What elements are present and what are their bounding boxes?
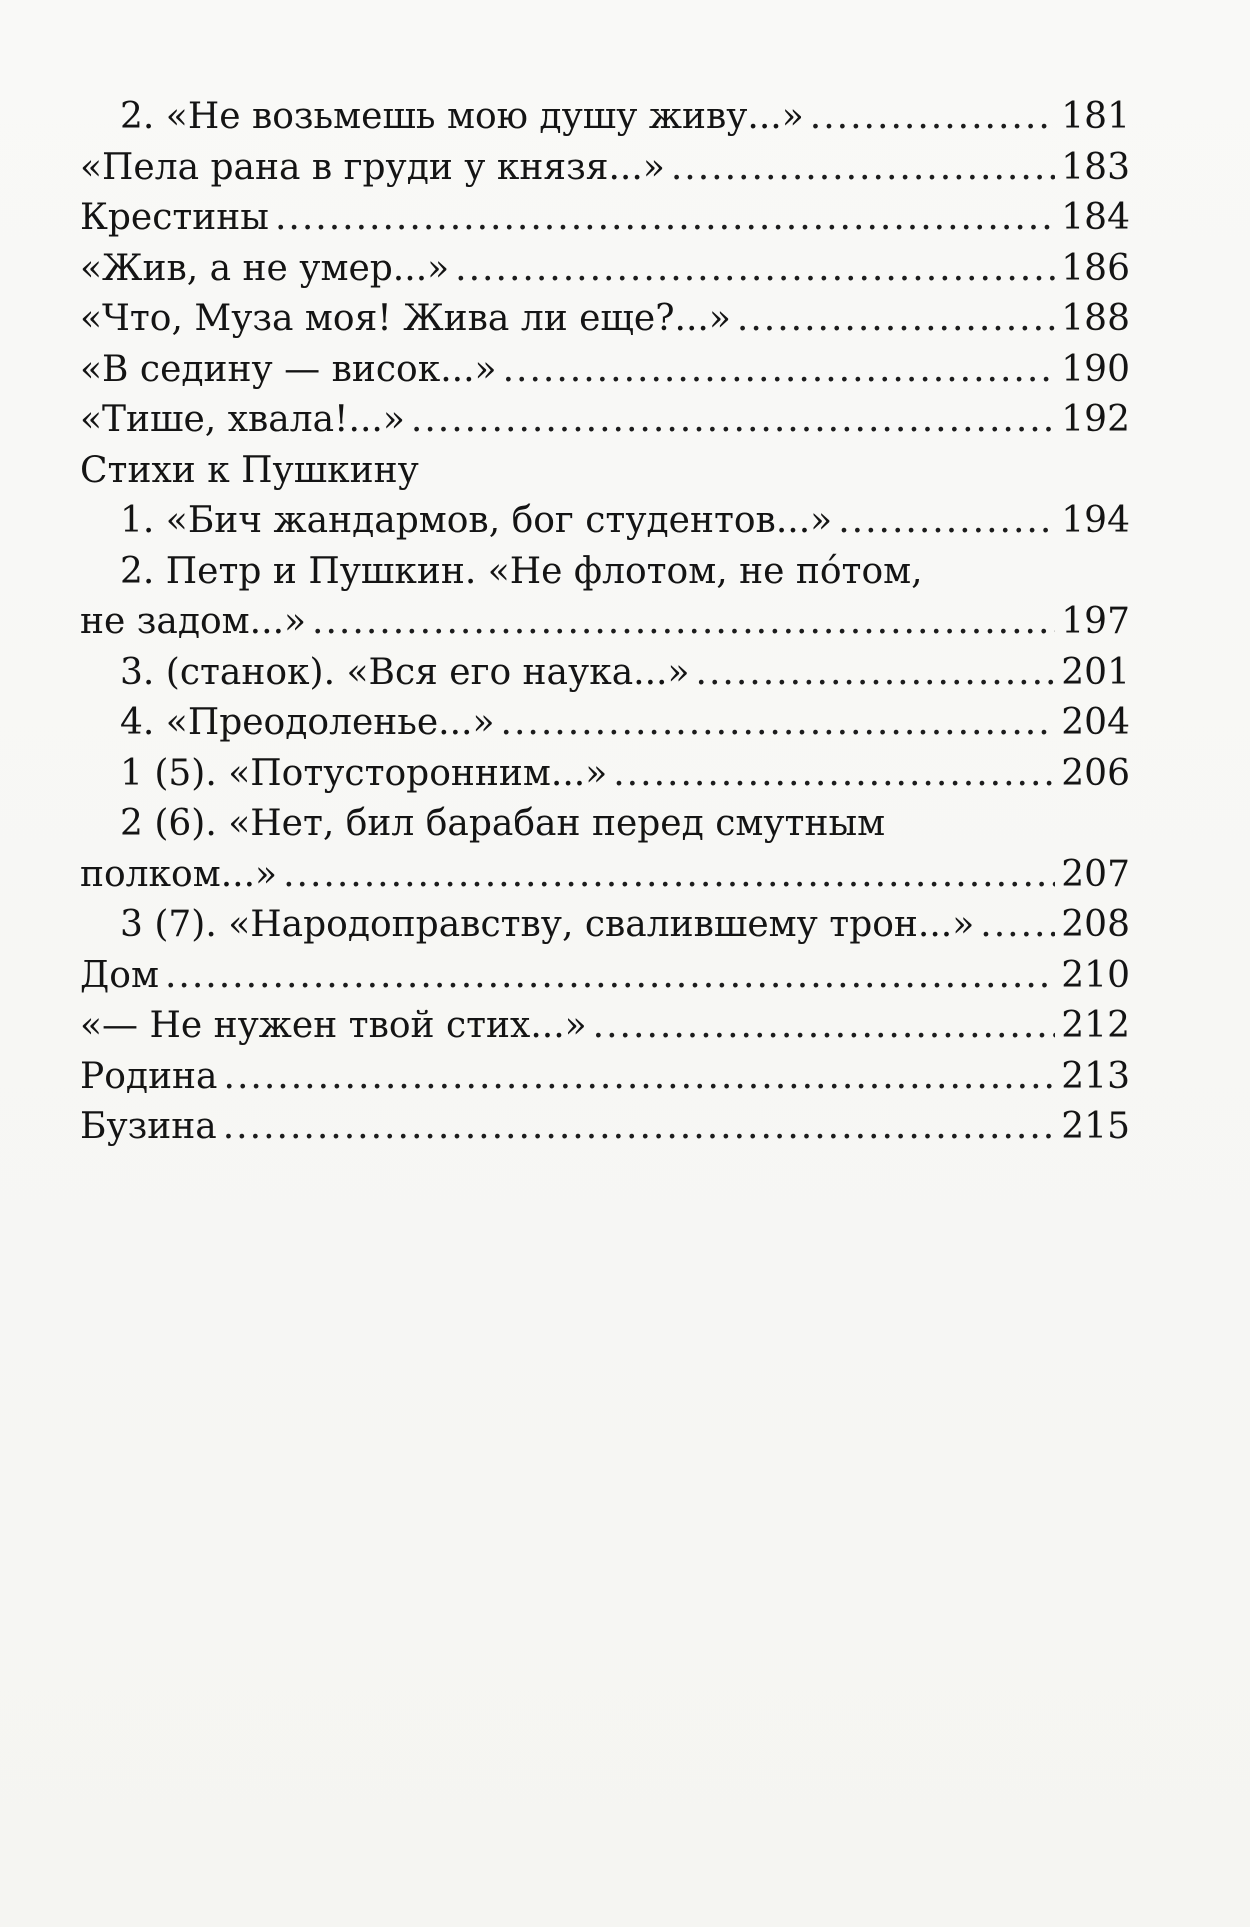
toc-dot-leader (223, 1102, 1056, 1153)
toc-page-number: 186 (1061, 247, 1130, 289)
toc-page-number: 184 (1061, 197, 1130, 238)
toc-entry-title: полком...» (80, 853, 278, 895)
toc-entry-title: 2. Петр и Пушкин. «Не флотом, не по́том, (120, 550, 923, 592)
toc-entry-title: 1 (5). «Потусторонним...» (120, 752, 608, 794)
toc-entry (80, 547, 1130, 598)
toc-entry-title: Родина (80, 1055, 218, 1097)
toc-entry-title: «В седину — висок...» (80, 348, 497, 390)
toc-entry-title: «Что, Муза моя! Жива ли еще?...» (80, 298, 731, 339)
toc-dot-leader (696, 648, 1056, 699)
toc-entry-title: Стихи к Пушкину (80, 449, 419, 491)
toc-entry (80, 597, 1130, 648)
toc-dot-leader (613, 749, 1055, 800)
toc-entry (80, 496, 1130, 547)
toc-page-number: 213 (1061, 1055, 1130, 1097)
toc-page-number: 192 (1061, 399, 1130, 440)
toc-dot-leader (980, 900, 1055, 951)
toc-entry (80, 345, 1130, 396)
toc-entry (80, 193, 1130, 244)
toc-entry-title: Дом (80, 954, 159, 996)
toc-entry-title: 1. «Бич жандармов, бог студентов...» (120, 500, 833, 541)
toc-entry (80, 850, 1130, 901)
toc-dot-leader (224, 1052, 1056, 1103)
toc-dot-leader (838, 496, 1055, 547)
toc-entry (80, 900, 1130, 951)
toc-page-number: 212 (1061, 1005, 1130, 1046)
toc-dot-leader (283, 850, 1055, 901)
toc-page-number: 188 (1061, 298, 1130, 339)
toc-entry (80, 92, 1130, 143)
toc-page-number: 201 (1061, 651, 1130, 693)
toc-page-number: 183 (1061, 146, 1130, 188)
toc-entry-title: Крестины (80, 197, 269, 238)
toc-entry (80, 749, 1130, 800)
toc-entry-title: «Тише, хвала!...» (80, 399, 405, 440)
toc-page-number: 208 (1061, 904, 1130, 945)
toc-entry-title: «— Не нужен твой стих...» (80, 1005, 587, 1046)
toc-page-number: 194 (1061, 500, 1130, 541)
toc-entry-title: 3. (станок). «Вся его наука...» (120, 651, 690, 693)
toc-entry (80, 799, 1130, 850)
toc-page-number: 206 (1061, 752, 1130, 794)
toc-entry (80, 395, 1130, 446)
toc-entry (80, 1001, 1130, 1052)
toc-dot-leader (455, 244, 1055, 295)
toc-entry (80, 244, 1130, 295)
toc-dot-leader (737, 294, 1055, 345)
toc-dot-leader (501, 698, 1056, 749)
table-of-contents (80, 92, 1130, 1153)
toc-entry (80, 648, 1130, 699)
toc-dot-leader (810, 92, 1056, 143)
toc-dot-leader (411, 395, 1055, 446)
toc-dot-leader (593, 1001, 1056, 1052)
toc-entry-title: 4. «Преодоленье...» (120, 702, 495, 743)
toc-page-number: 181 (1061, 96, 1130, 137)
toc-dot-leader (671, 143, 1055, 194)
toc-page-number: 190 (1061, 348, 1130, 390)
toc-entry (80, 1102, 1130, 1153)
toc-entry (80, 951, 1130, 1002)
toc-page-number: 210 (1061, 954, 1130, 996)
toc-entry (80, 446, 1130, 497)
toc-entry-title: «Пела рана в груди у князя...» (80, 146, 665, 188)
toc-dot-leader (503, 345, 1056, 396)
toc-entry-title: не задом...» (80, 601, 307, 642)
toc-entry-title: 2. «Не возьмешь мою душу живу...» (120, 96, 804, 137)
toc-entry (80, 294, 1130, 345)
toc-entry-title: Бузина (80, 1106, 217, 1147)
toc-page-number: 207 (1061, 853, 1130, 895)
toc-page-number: 215 (1061, 1106, 1130, 1147)
toc-dot-leader (275, 193, 1055, 244)
toc-page-number: 204 (1061, 702, 1130, 743)
toc-page-number: 197 (1061, 601, 1130, 642)
toc-entry-title: «Жив, а не умер...» (80, 247, 450, 289)
toc-dot-leader (165, 951, 1055, 1002)
toc-entry (80, 143, 1130, 194)
toc-entry (80, 698, 1130, 749)
toc-entry-title: 3 (7). «Народоправству, свалившему трон...» (120, 904, 975, 945)
toc-dot-leader (312, 597, 1055, 648)
toc-entry (80, 1052, 1130, 1103)
toc-entry-title: 2 (6). «Нет, бил барабан перед смутным (120, 803, 886, 844)
